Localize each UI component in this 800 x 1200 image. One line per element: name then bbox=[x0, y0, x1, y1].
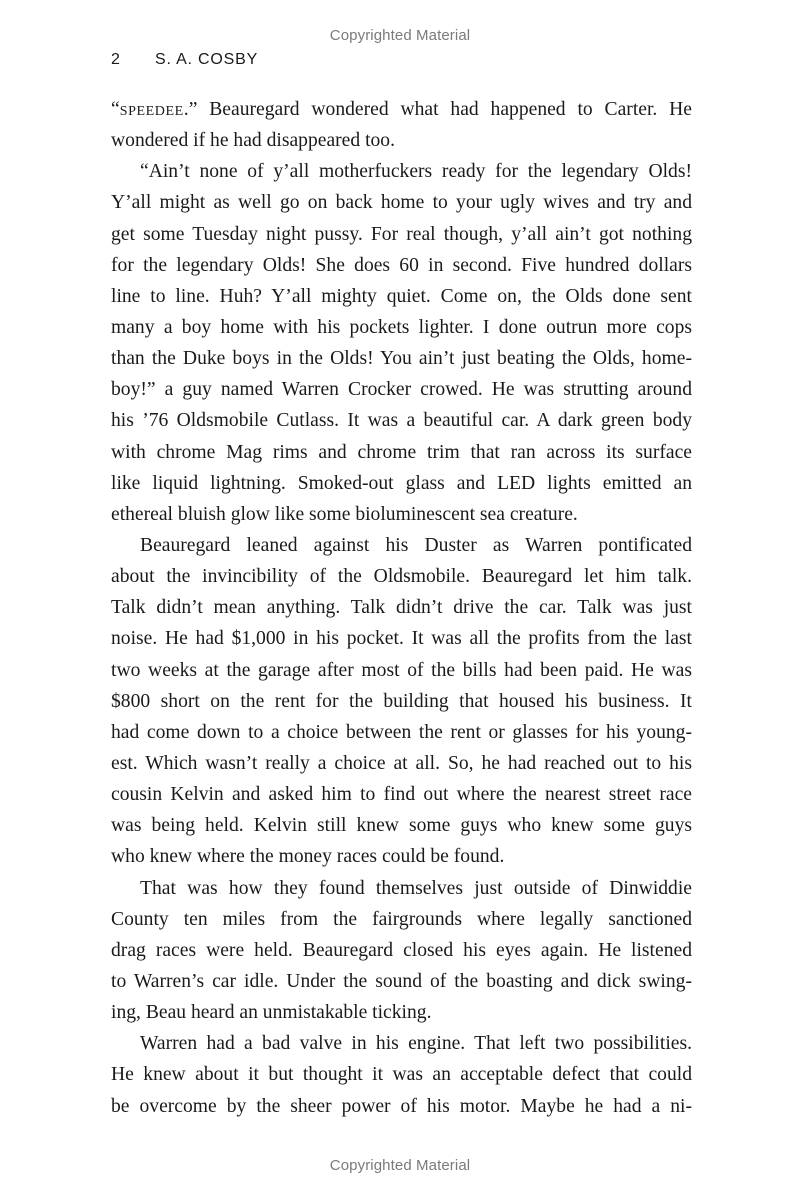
line-text: his ’76 Oldsmobile Cutlass. It was a beautiful car. A dark green body bbox=[111, 410, 692, 432]
line-text: .” Beauregard wondered what had happened to Carter. He bbox=[183, 99, 692, 120]
text-line bbox=[111, 187, 692, 218]
line-text: $800 short on the rent for the building that housed his business. It bbox=[111, 690, 692, 712]
line-text: noise. He had $1,000 in his pocket. It was all the profits from the last bbox=[111, 628, 692, 650]
line-text: Y’all might as well go on back home to your ugly wives and try and bbox=[111, 192, 692, 214]
text-line bbox=[111, 374, 692, 405]
text-line bbox=[111, 655, 692, 686]
text-line bbox=[111, 250, 692, 281]
text-line bbox=[111, 281, 692, 312]
copyright-watermark-bottom: Copyrighted Material bbox=[329, 1157, 471, 1174]
line-text: line to line. Huh? Y’all mighty quiet. Come on, the Olds done sent bbox=[111, 285, 692, 307]
paragraph bbox=[111, 530, 692, 873]
smallcaps-word: speedee bbox=[119, 99, 184, 120]
line-text: est. Which wasn’t really a choice at all. So, he had reached out to his bbox=[111, 752, 692, 774]
text-line bbox=[111, 686, 692, 717]
text-line bbox=[111, 592, 692, 623]
text-line bbox=[111, 405, 692, 436]
text-line bbox=[111, 810, 692, 841]
line-text: for the legendary Olds! She does 60 in second. Five hundred dollars bbox=[111, 254, 692, 276]
text-line bbox=[111, 623, 692, 654]
text-line bbox=[111, 717, 692, 748]
open-quote: “ bbox=[111, 99, 120, 120]
text-line bbox=[111, 748, 692, 779]
line-text: had come down to a choice between the rent or glasses for his young- bbox=[111, 721, 692, 743]
text-line bbox=[111, 873, 692, 904]
text-line bbox=[111, 219, 692, 250]
line-text: with chrome Mag rims and chrome trim that ran across its surface bbox=[111, 441, 692, 463]
line-text: Talk didn’t mean anything. Talk didn’t drive the car. Talk was just bbox=[111, 597, 692, 619]
line-text: ing, Beau heard an unmistakable ticking. bbox=[111, 1002, 432, 1024]
line-text: be overcome by the sheer power of his motor. Maybe he had a ni- bbox=[111, 1095, 692, 1117]
line-text: cousin Kelvin and asked him to find out where the nearest street race bbox=[111, 784, 692, 806]
text-line bbox=[111, 1091, 692, 1122]
text-line bbox=[111, 94, 692, 125]
text-line bbox=[111, 156, 692, 187]
running-head bbox=[111, 51, 258, 69]
line-text: many a boy home with his pockets lighter. I done outrun more cops bbox=[111, 316, 692, 338]
copyright-watermark-top: Copyrighted Material bbox=[329, 27, 471, 44]
line-text: who knew where the money races could be found. bbox=[111, 846, 505, 868]
paragraph bbox=[111, 156, 692, 530]
text-line bbox=[111, 499, 692, 530]
paragraph bbox=[111, 94, 692, 156]
text-line bbox=[111, 530, 692, 561]
text-line bbox=[111, 468, 692, 499]
text-line bbox=[111, 343, 692, 374]
line-text: Beauregard leaned against his Duster as Warren pontificated bbox=[140, 534, 692, 556]
text-line bbox=[111, 125, 692, 156]
line-text: get some Tuesday night pussy. For real though, y’all ain’t got nothing bbox=[111, 223, 692, 245]
line-text: to Warren’s car idle. Under the sound of the boasting and dick swing- bbox=[111, 970, 692, 992]
text-line bbox=[111, 312, 692, 343]
line-text: drag races were held. Beauregard closed his eyes again. He listened bbox=[111, 939, 692, 961]
line-text: County ten miles from the fairgrounds where legally sanctioned bbox=[111, 908, 692, 930]
body-text bbox=[111, 94, 692, 1122]
text-line bbox=[111, 779, 692, 810]
text-line bbox=[111, 1059, 692, 1090]
line-text: wondered if he had disappeared too. bbox=[111, 130, 396, 152]
line-text: about the invincibility of the Oldsmobile. Beauregard let him talk. bbox=[111, 566, 692, 588]
paragraph bbox=[111, 873, 692, 1029]
line-text: boy!” a guy named Warren Crocker crowed. He was strutting around bbox=[111, 379, 692, 401]
line-text: That was how they found themselves just outside of Dinwiddie bbox=[140, 877, 692, 899]
text-line bbox=[111, 966, 692, 997]
text-line bbox=[111, 904, 692, 935]
line-text: He knew about it but thought it was an acceptable defect that could bbox=[111, 1064, 692, 1086]
paragraph bbox=[111, 1028, 692, 1121]
line-text: was being held. Kelvin still knew some guys who knew some guys bbox=[111, 815, 692, 837]
page-number: 2 bbox=[111, 51, 121, 68]
text-line bbox=[111, 935, 692, 966]
text-line bbox=[111, 561, 692, 592]
line-text: ethereal bluish glow like some bioluminescent sea creature. bbox=[111, 503, 578, 525]
text-line bbox=[111, 841, 692, 872]
author-name: S. A. COSBY bbox=[155, 51, 259, 68]
text-line bbox=[111, 437, 692, 468]
text-line bbox=[111, 997, 692, 1028]
line-text: Warren had a bad valve in his engine. That left two possibilities. bbox=[140, 1033, 692, 1055]
line-text: than the Duke boys in the Olds! You ain’t just beating the Olds, home- bbox=[111, 348, 692, 370]
line-text: “Ain’t none of y’all motherfuckers ready for the legendary Olds! bbox=[140, 161, 692, 183]
text-line bbox=[111, 1028, 692, 1059]
line-text: like liquid lightning. Smoked-out glass and LED lights emitted an bbox=[111, 472, 692, 494]
line-text: two weeks at the garage after most of the bills had been paid. He was bbox=[111, 659, 692, 681]
